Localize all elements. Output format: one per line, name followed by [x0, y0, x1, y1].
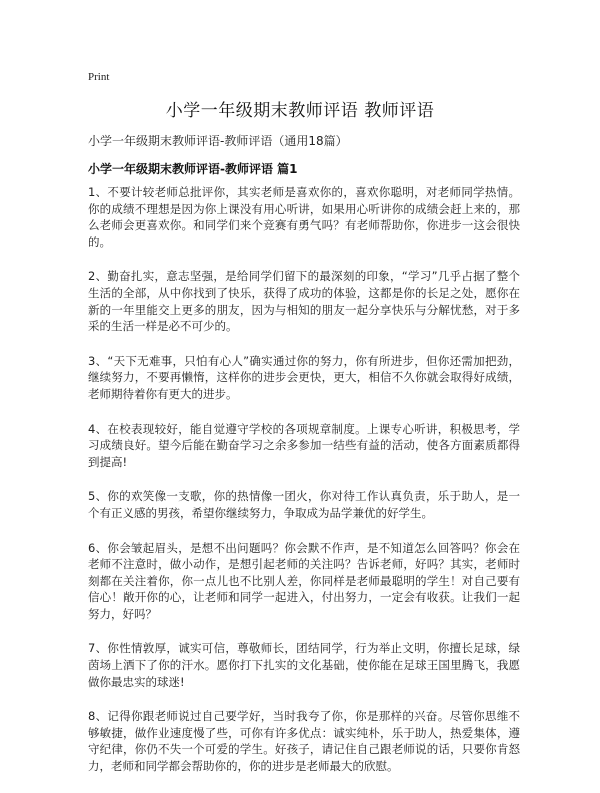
paragraph-8: 8、记得你跟老师说过自己要学好，当时我夸了你，你是那样的兴奋。尽管你思维不够敏捷，做作业速度慢了些，可你有许多优点：诚实纯朴，乐于助人，热爱集体，遵守纪律，你仍不失一个可爱的学生。好孩子，请记住自己跟老师说的话，只要你肯怒力，老师和同学都会帮助你的，你的进步是老师最大的欣慰。: [88, 709, 520, 774]
paragraph-4: 4、在校表现较好，能自觉遵守学校的各项规章制度。上课专心听讲，积极思考，学习成绩良好。望今后能在勤奋学习之余多参加一结些有益的活动，使各方面素质都得到提高!: [88, 421, 520, 469]
document-subtitle: 小学一年级期末教师评语-教师评语（通用18篇）: [88, 134, 348, 148]
paragraph-3: 3、“天下无难事，只怕有心人”确实通过你的努力，你有所进步，但你还需加把劲，继续努力，不要再懒惰，这样你的进步会更快，更大，相信不久你就会取得好成绩，老师期待着你有更大的进步。: [88, 353, 520, 401]
document-title: 小学一年级期末教师评语 教师评语: [165, 101, 435, 121]
paragraph-1: 1、不要计较老师总批评你，其实老师是喜欢你的，喜欢你聪明，对老师同学热情。你的成绩不理想是因为你上课没有用心听讲，如果用心听讲你的成绩会赶上来的，那么老师会更喜欢你。和同学们来个竞赛有勇气吗？有老师帮助你，你进步一这会很快的。: [88, 185, 520, 249]
section-heading: 小学一年级期末教师评语-教师评语 篇1: [88, 162, 298, 176]
paragraph-2: 2、勤奋扎实，意志坚强，是给同学们留下的最深刻的印象，“学习”几乎占据了整个生活的全部，从中你找到了快乐，获得了成功的体验，这都是你的长足之处，愿你在新的一年里能交上更多的朋友，因为与相知的朋友一起分享快乐与分解忧愁，对于多采的生活一样是必不可少的。: [88, 269, 520, 334]
paragraph-7: 7、你性情敦厚，诚实可信，尊敬师长，团结同学，行为举止文明，你擅长足球，绿茵场上洒下了你的汗水。愿你打下扎实的文化基础，使你能在足球王国里腾飞，我愿做你最忠实的球迷!: [88, 641, 520, 689]
paragraph-5: 5、你的欢笑像一支歌，你的热情像一团火，你对待工作认真负责，乐于助人，是一个有正义感的男孩，希望你继续努力，争取成为品学兼优的好学生。: [88, 489, 520, 520]
print-link[interactable]: Print: [88, 71, 110, 83]
paragraph-6: 6、你会皱起眉头，是想不出问题吗？你会默不作声，是不知道怎么回答吗？你会在老师不注意时，做小动作，是想引起老师的关注吗？告诉老师，好吗？其实，老师时刻都在关注着你，你一点儿也不比别人差，你同样是老师最聪明的学生！对自己要有信心！敞开你的心，让老师和同学一起进入，付出努力，一定会有收获。让我们一起努力，好吗？: [88, 540, 520, 621]
document-body: [88, 184, 520, 793]
